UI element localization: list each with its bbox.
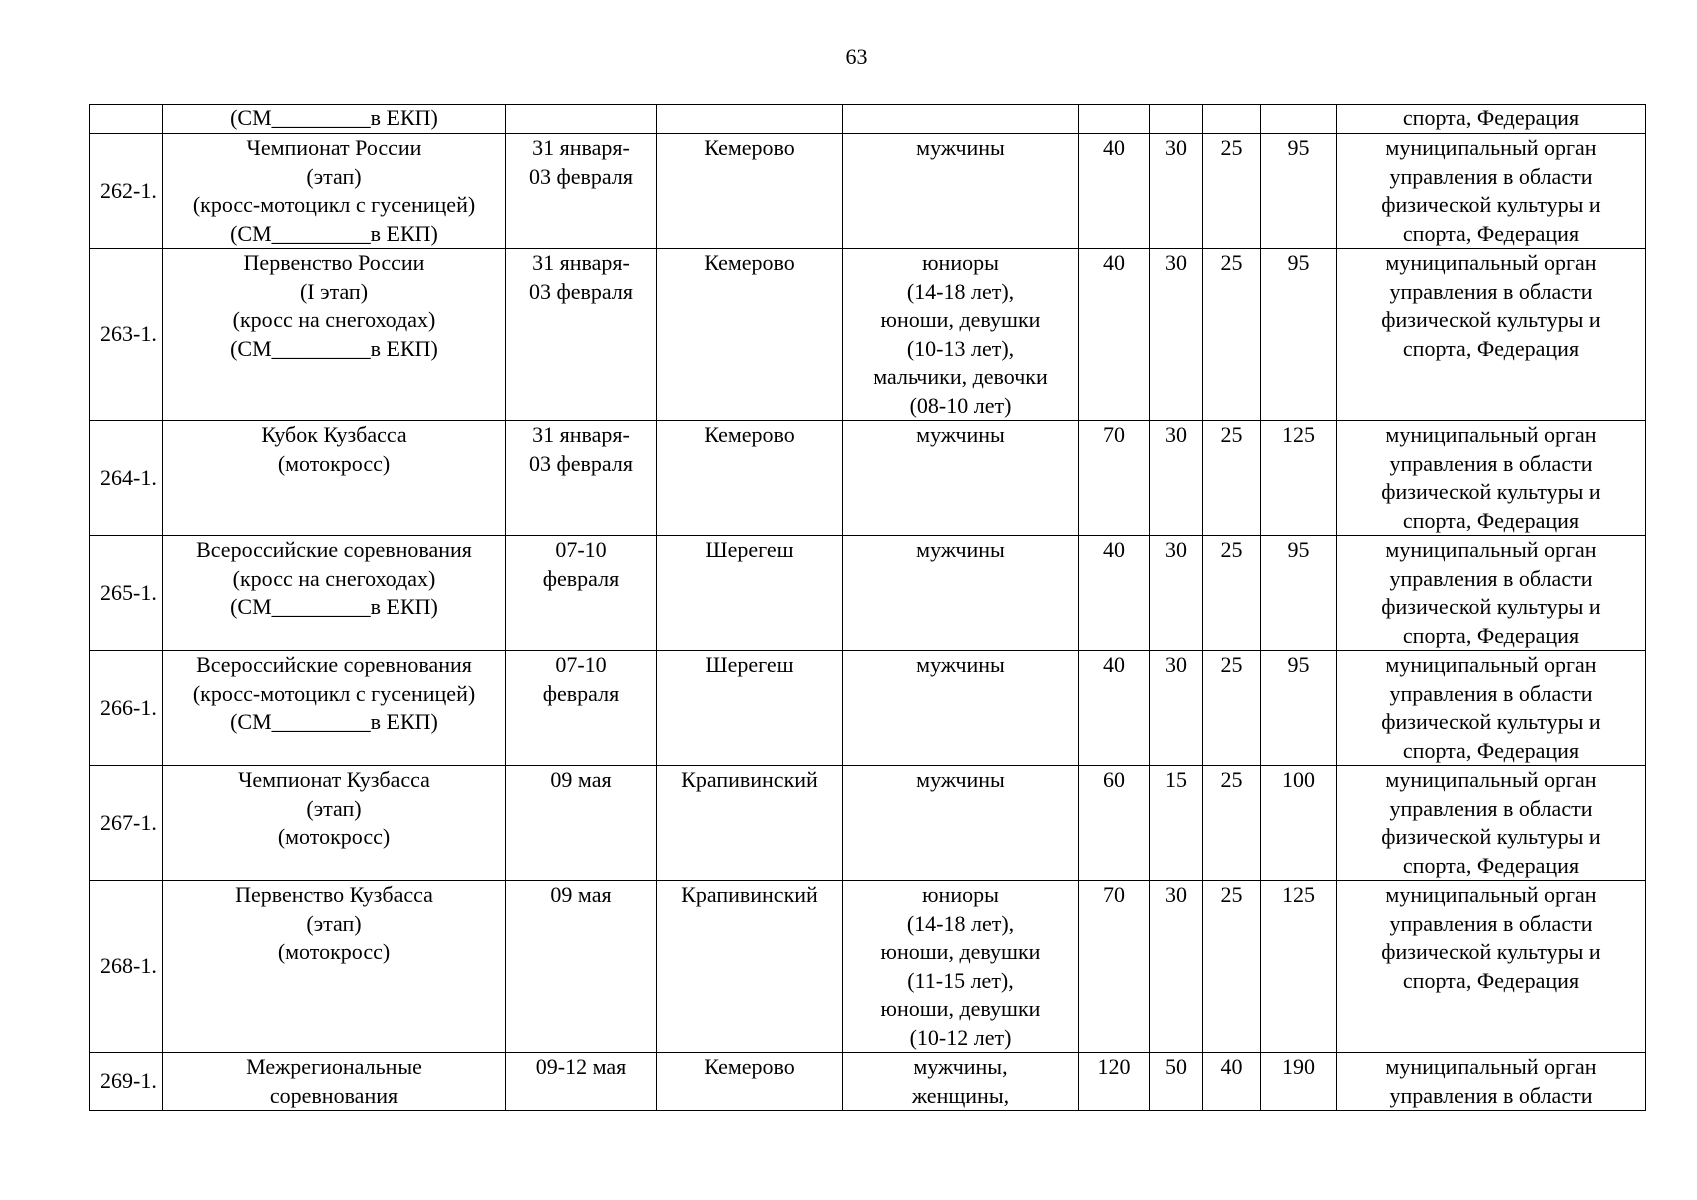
organizer-cell: муниципальный орган управления в области: [1337, 1053, 1646, 1111]
participants-cell: юниоры (14-18 лет), юноши, девушки (10-13 лет), мальчики, девочки (08-10 лет): [843, 249, 1079, 421]
row-number-cell: 266-1.: [90, 651, 163, 766]
row-number-cell: 267-1.: [90, 766, 163, 881]
organizer-cell: муниципальный орган управления в области физической культуры и спорта, Федерация: [1337, 766, 1646, 881]
event-name-cell: Первенство России (I этап) (кросс на снегоходах) (СМ_________в ЕКП): [163, 249, 506, 421]
event-place-cell: Кемерово: [657, 249, 843, 421]
event-dates-cell: 31 января- 03 февраля: [506, 134, 657, 249]
event-dates-cell: 07-10 февраля: [506, 536, 657, 651]
organizer-cell: спорта, Федерация: [1337, 105, 1646, 134]
participants-cell: мужчины: [843, 651, 1079, 766]
count-cell-2: 50: [1150, 1053, 1203, 1111]
row-number-cell: 265-1.: [90, 536, 163, 651]
total-count-cell: 125: [1261, 421, 1337, 536]
table-row: [90, 766, 1646, 881]
count-cell-1: 70: [1079, 881, 1150, 1053]
row-number-cell: 264-1.: [90, 421, 163, 536]
total-count-cell: [1261, 105, 1337, 134]
event-name-cell: Всероссийские соревнования (кросс на снегоходах) (СМ_________в ЕКП): [163, 536, 506, 651]
count-cell-3: 40: [1203, 1053, 1261, 1111]
row-number-cell: 268-1.: [90, 881, 163, 1053]
event-dates-cell: 09-12 мая: [506, 1053, 657, 1111]
count-cell-1: 70: [1079, 421, 1150, 536]
table-row: [90, 105, 1646, 134]
count-cell-2: 30: [1150, 881, 1203, 1053]
total-count-cell: 100: [1261, 766, 1337, 881]
event-dates-cell: 09 мая: [506, 881, 657, 1053]
count-cell-2: 30: [1150, 651, 1203, 766]
count-cell-3: 25: [1203, 651, 1261, 766]
total-count-cell: 125: [1261, 881, 1337, 1053]
row-number-cell: 263-1.: [90, 249, 163, 421]
count-cell-1: 40: [1079, 249, 1150, 421]
event-place-cell: Крапивинский: [657, 766, 843, 881]
row-number-cell: [90, 105, 163, 134]
event-place-cell: Кемерово: [657, 421, 843, 536]
total-count-cell: 95: [1261, 249, 1337, 421]
events-table: [89, 104, 1646, 1111]
participants-cell: мужчины: [843, 536, 1079, 651]
count-cell-3: 25: [1203, 249, 1261, 421]
event-name-cell: Всероссийские соревнования (кросс-мотоцикл с гусеницей) (СМ_________в ЕКП): [163, 651, 506, 766]
organizer-cell: муниципальный орган управления в области физической культуры и спорта, Федерация: [1337, 249, 1646, 421]
event-name-cell: Межрегиональные соревнования: [163, 1053, 506, 1111]
row-number-cell: 269-1.: [90, 1053, 163, 1111]
participants-cell: мужчины: [843, 134, 1079, 249]
page-number: 63: [845, 44, 868, 69]
row-number-cell: 262-1.: [90, 134, 163, 249]
count-cell-3: 25: [1203, 536, 1261, 651]
participants-cell: юниоры (14-18 лет), юноши, девушки (11-15 лет), юноши, девушки (10-12 лет): [843, 881, 1079, 1053]
table-row: [90, 651, 1646, 766]
count-cell-3: 25: [1203, 134, 1261, 249]
event-place-cell: Кемерово: [657, 134, 843, 249]
table-row: [90, 134, 1646, 249]
table-row: [90, 536, 1646, 651]
total-count-cell: 95: [1261, 536, 1337, 651]
count-cell-2: 30: [1150, 421, 1203, 536]
event-name-cell: (СМ_________в ЕКП): [163, 105, 506, 134]
event-place-cell: Шерегеш: [657, 651, 843, 766]
event-place-cell: Кемерово: [657, 1053, 843, 1111]
event-place-cell: Крапивинский: [657, 881, 843, 1053]
organizer-cell: муниципальный орган управления в области физической культуры и спорта, Федерация: [1337, 881, 1646, 1053]
event-dates-cell: 07-10 февраля: [506, 651, 657, 766]
event-name-cell: Чемпионат Кузбасса (этап) (мотокросс): [163, 766, 506, 881]
event-place-cell: Шерегеш: [657, 536, 843, 651]
count-cell-2: [1150, 105, 1203, 134]
total-count-cell: 95: [1261, 651, 1337, 766]
event-dates-cell: [506, 105, 657, 134]
count-cell-1: 60: [1079, 766, 1150, 881]
organizer-cell: муниципальный орган управления в области физической культуры и спорта, Федерация: [1337, 134, 1646, 249]
total-count-cell: 190: [1261, 1053, 1337, 1111]
table-row: [90, 1053, 1646, 1111]
table-row: [90, 881, 1646, 1053]
count-cell-1: 40: [1079, 651, 1150, 766]
count-cell-1: 120: [1079, 1053, 1150, 1111]
participants-cell: [843, 105, 1079, 134]
table-row: [90, 421, 1646, 536]
count-cell-1: 40: [1079, 134, 1150, 249]
event-dates-cell: 31 января- 03 февраля: [506, 249, 657, 421]
count-cell-3: 25: [1203, 766, 1261, 881]
event-name-cell: Первенство Кузбасса (этап) (мотокросс): [163, 881, 506, 1053]
event-place-cell: [657, 105, 843, 134]
event-dates-cell: 31 января- 03 февраля: [506, 421, 657, 536]
organizer-cell: муниципальный орган управления в области физической культуры и спорта, Федерация: [1337, 651, 1646, 766]
organizer-cell: муниципальный орган управления в области физической культуры и спорта, Федерация: [1337, 536, 1646, 651]
event-name-cell: Чемпионат России (этап) (кросс-мотоцикл с гусеницей) (СМ_________в ЕКП): [163, 134, 506, 249]
organizer-cell: муниципальный орган управления в области физической культуры и спорта, Федерация: [1337, 421, 1646, 536]
count-cell-3: 25: [1203, 421, 1261, 536]
count-cell-3: [1203, 105, 1261, 134]
total-count-cell: 95: [1261, 134, 1337, 249]
count-cell-1: 40: [1079, 536, 1150, 651]
count-cell-2: 30: [1150, 249, 1203, 421]
table-row: [90, 249, 1646, 421]
count-cell-2: 15: [1150, 766, 1203, 881]
participants-cell: мужчины, женщины,: [843, 1053, 1079, 1111]
count-cell-1: [1079, 105, 1150, 134]
participants-cell: мужчины: [843, 766, 1079, 881]
event-name-cell: Кубок Кузбасса (мотокросс): [163, 421, 506, 536]
participants-cell: мужчины: [843, 421, 1079, 536]
count-cell-3: 25: [1203, 881, 1261, 1053]
count-cell-2: 30: [1150, 134, 1203, 249]
count-cell-2: 30: [1150, 536, 1203, 651]
event-dates-cell: 09 мая: [506, 766, 657, 881]
